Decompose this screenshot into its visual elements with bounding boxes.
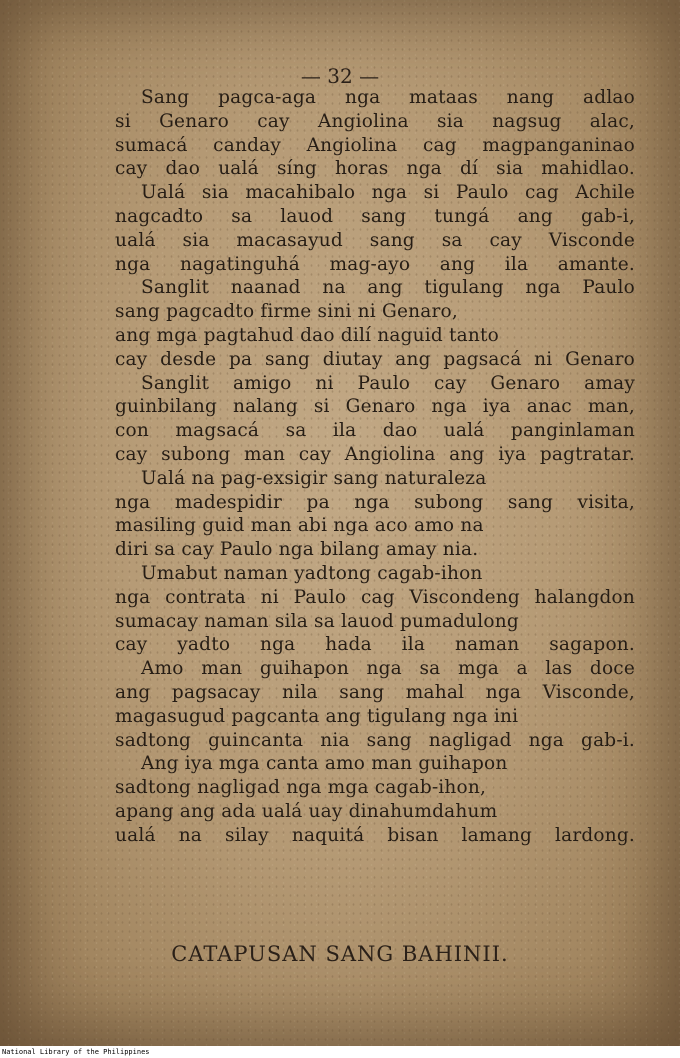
text-line: masiling guid man abi nga aco amo na (115, 515, 484, 537)
text-line: magasugud pagcanta ang tigulang nga ini (115, 705, 519, 727)
text-line: sumacá canday Angiolina cag magpanganinao (115, 134, 635, 156)
text-line: sang pagcadto firme sini ni Genaro, (115, 301, 458, 323)
text-line: guinbilang nalang si Genaro nga iya anac man, (115, 396, 635, 418)
text-line: nga madespidir pa nga subong sang visita, (115, 491, 635, 513)
text-line: Ualá na pag-exsigir sang naturaleza (141, 467, 487, 489)
text-line: ang pagsacay nila sang mahal nga Visconde, (115, 681, 635, 703)
text-line: Sanglit naanad na ang tigulang nga Paulo (141, 277, 635, 299)
text-line: sadtong guincanta nia sang nagligad nga gab-i. (115, 729, 635, 751)
text-line: con magsacá sa ila dao ualá panginlaman (115, 420, 635, 442)
text-line: nagcadto sa lauod sang tungá ang gab-i, (115, 205, 635, 227)
text-line: nga contrata ni Paulo cag Viscondeng halangdon (115, 586, 635, 608)
text-line: Ualá sia macahibalo nga si Paulo cag Achile (141, 182, 635, 204)
text-line: ang mga pagtahud dao dilí naguid tanto (115, 324, 499, 346)
text-line: Sang pagca-aga nga mataas nang adlao (141, 87, 635, 108)
text-line: cay subong man cay Angiolina ang iya pagtratar. (115, 443, 635, 465)
text-line: nga nagatinguhá mag-ayo ang ila amante. (115, 253, 635, 275)
poem-body (115, 86, 635, 848)
text-line: sadtong nagligad nga mga cagab-ihon, (115, 777, 487, 799)
text-line: Sanglit amigo ni Paulo cay Genaro amay (141, 372, 635, 394)
text-line: cay desde pa sang diutay ang pagsacá ni Genaro (115, 348, 635, 370)
text-line: sumacay naman sila sa lauod pumadulong (115, 610, 519, 632)
page-number: — 32 — (300, 64, 380, 88)
text-line: Amo man guihapon nga sa mga a las doce (141, 658, 635, 680)
text-line: ualá sia macasayud sang sa cay Visconde (115, 229, 635, 251)
text-line: apang ang ada ualá uay dinahumdahum (115, 800, 498, 822)
text-line: Umabut naman yadtong cagab-ihon (141, 562, 483, 584)
text-line: cay yadto nga hada ila naman sagapon. (115, 634, 635, 656)
text-line: Ang iya mga canta amo man guihapon (141, 753, 508, 775)
text-line: cay dao ualá síng horas nga dí sia mahidlao. (115, 158, 635, 180)
footer-credit: National Library of the Philippines (2, 1048, 150, 1056)
end-title: CATAPUSAN SANG BAHINII. (171, 942, 509, 966)
text-line: diri sa cay Paulo nga bilang amay nia. (115, 539, 479, 561)
footer-bar (0, 1046, 680, 1058)
text-line: si Genaro cay Angiolina sia nagsug alac, (115, 110, 635, 132)
text-line: ualá na silay naquitá bisan lamang lardong. (115, 824, 635, 846)
